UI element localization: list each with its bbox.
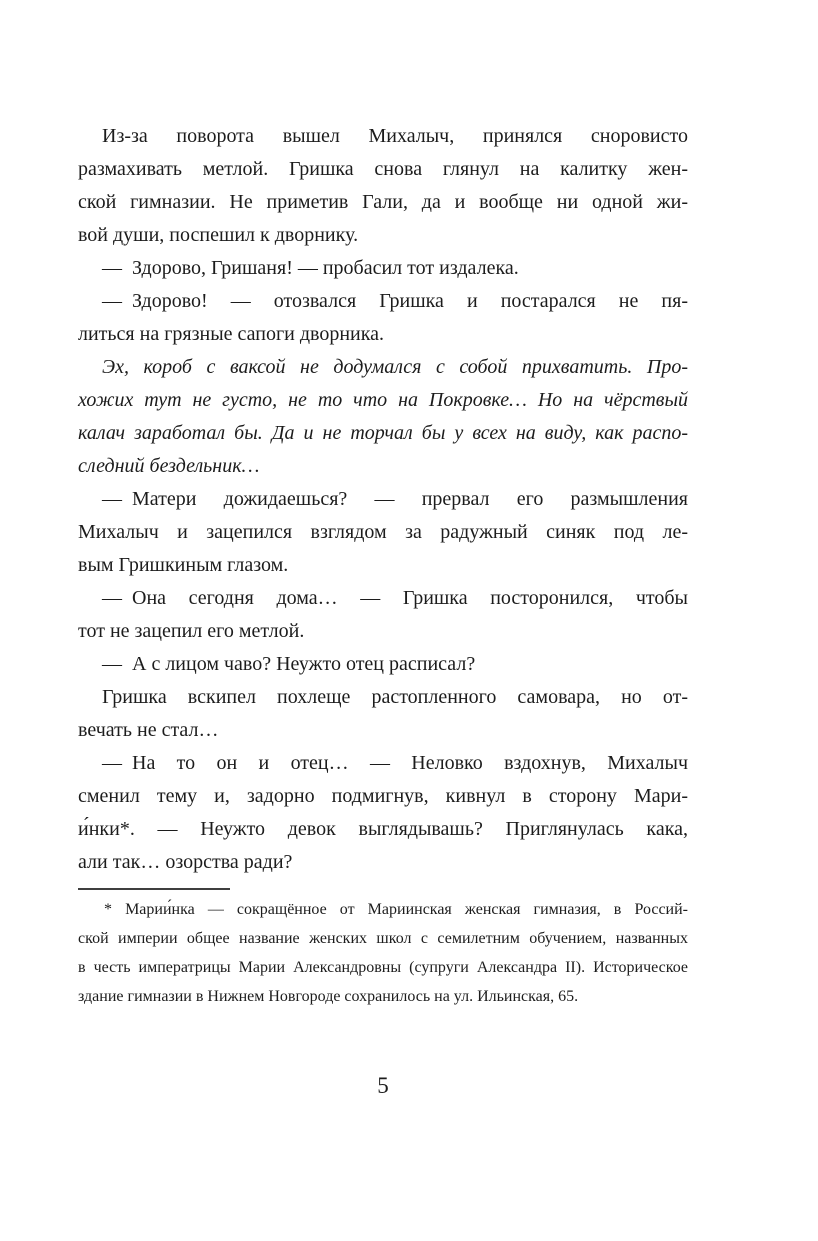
text-line: и́нки*. — Неужто девок выглядывашь? Приглянулась кака, xyxy=(78,818,688,840)
text-line: — Она сегодня дома… — Гришка посторонился, чтобы xyxy=(102,587,688,609)
text-line: Из-за поворота вышел Михалыч, принялся сноровисто xyxy=(102,125,688,147)
paragraph xyxy=(78,252,688,285)
text-line: калач заработал бы. Да и не торчал бы у всех на виду, как распо- xyxy=(78,422,688,444)
text-line: следний бездельник… xyxy=(78,455,260,477)
paragraph xyxy=(78,285,688,351)
text-line: Гришка вскипел похлеще растопленного самовара, но от- xyxy=(102,686,688,708)
paragraph xyxy=(78,895,688,1011)
text-line: * Марии́нка — сокращённое от Мариинская женская гимназия, в Россий- xyxy=(104,901,688,918)
text-line: ской гимназии. Не приметив Гали, да и вообще ни одной жи- xyxy=(78,191,688,213)
text-line: здание гимназии в Нижнем Новгороде сохранилось на ул. Ильинская, 65. xyxy=(78,988,579,1005)
paragraph xyxy=(78,120,688,252)
text-line: али так… озорства ради? xyxy=(78,851,293,873)
text-line: в честь императрицы Марии Александровны (супруги Александра II). Историческое xyxy=(78,959,688,976)
text-line: — Матери дожидаешься? — прервал его размышления xyxy=(102,488,688,510)
text-line: вечать не стал… xyxy=(78,719,219,741)
text-line: литься на грязные сапоги дворника. xyxy=(78,323,385,345)
text-line: ской империи общее название женских школ с семилетним обучением, названных xyxy=(78,930,688,947)
text-line: — На то он и отец… — Неловко вздохнув, Михалыч xyxy=(102,752,688,774)
text-line: вой души, поспешил к дворнику. xyxy=(78,224,359,246)
paragraph xyxy=(78,582,688,648)
text-line: хожих тут не густо, не то что на Покровке… Но на чёрствый xyxy=(78,389,688,411)
text-line: — Здорово! — отозвался Гришка и постарался не пя- xyxy=(102,290,688,312)
text-line: Эх, короб с ваксой не додумался с собой прихватить. Про- xyxy=(102,356,688,378)
text-line: — Здорово, Гришаня! — пробасил тот издалека. xyxy=(102,257,519,279)
footnote-divider xyxy=(78,888,230,890)
paragraph xyxy=(78,681,688,747)
page-number: 5 xyxy=(377,1073,389,1098)
paragraph-italic xyxy=(78,351,688,483)
paragraph xyxy=(78,483,688,582)
paragraph xyxy=(78,648,688,681)
paragraph xyxy=(78,747,688,879)
text-line: Михалыч и зацепился взглядом за радужный синяк под ле- xyxy=(78,521,688,543)
text-line: размахивать метлой. Гришка снова глянул на калитку жен- xyxy=(78,158,688,180)
text-line: вым Гришкиным глазом. xyxy=(78,554,289,576)
body-text xyxy=(78,120,688,879)
footnote xyxy=(78,895,688,1011)
text-line: — А с лицом чаво? Неужто отец расписал? xyxy=(102,653,476,675)
text-line: тот не зацепил его метлой. xyxy=(78,620,305,642)
text-line: сменил тему и, задорно подмигнув, кивнул в сторону Мари- xyxy=(78,785,688,807)
